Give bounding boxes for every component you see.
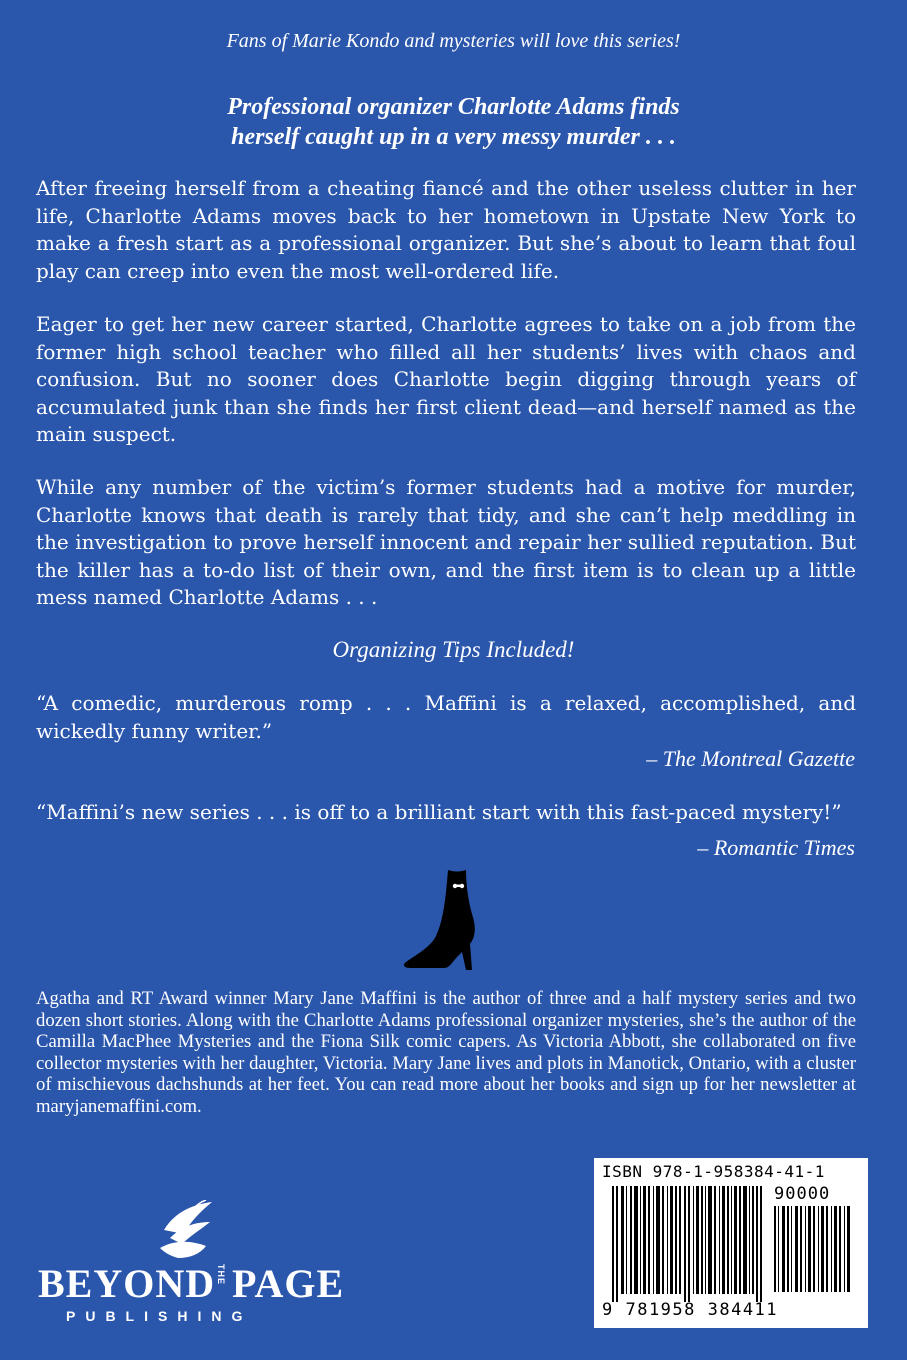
logo-word-the: THE (216, 1264, 226, 1285)
hook-line-2: herself caught up in a very messy murder . . . (231, 124, 676, 150)
synopsis-paragraph-2: Eager to get her new career started, Charlotte agrees to take on a job from the former high school teacher who filled all her students’ lives with chaos and confusion. But no sooner does Charlotte begin digging through years of accumulated junk than she finds her first client dead—and herself named as the main suspect. (36, 312, 856, 446)
review-quote-2: “Maffini’s new series . . . is off to a brilliant start with this fast-paced mystery!” (36, 800, 842, 824)
isbn-barcode (594, 1158, 868, 1328)
review-quote-1: “A comedic, murderous romp . . . Maffini is a relaxed, accomplished, and wickedly funny writer.” (36, 691, 856, 743)
ean-digits: 9 781958 384411 (602, 1300, 779, 1320)
publisher-logo (36, 1200, 346, 1330)
tagline: Fans of Marie Kondo and mysteries will love this series! (226, 30, 681, 52)
price-barcode-bars (774, 1206, 854, 1292)
isbn-number: ISBN 978-1-958384-41-1 (602, 1162, 825, 1181)
synopsis-paragraph-3: While any number of the victim’s former students had a motive for murder, Charlotte knows that death is rarely that tidy, and she can’t help meddling in the investigation to prove herself innocent and repair her sullied reputation. But the killer has a to-do list of their own, and the first item is to clean up a little mess named Charlotte Adams . . . (36, 475, 856, 609)
synopsis-paragraph-1: After freeing herself from a cheating fiancé and the other useless clutter in her life, Charlotte Adams moves back to her hometown in Upstate New York to make a fresh start as a professional organizer. But she’s about to learn that foul play can creep into even the most well-ordered life. (36, 176, 856, 283)
high-heel-boot-icon (396, 864, 506, 972)
logo-word-page: PAGE (232, 1261, 345, 1306)
hook-line-1: Professional organizer Charlotte Adams finds (227, 94, 680, 120)
butterfly-book-icon (156, 1200, 226, 1262)
organizing-tips-note: Organizing Tips Included! (332, 637, 575, 662)
review-source-1: – The Montreal Gazette (646, 746, 855, 771)
price-code: 90000 (774, 1184, 831, 1204)
logo-word-beyond: BEYOND (38, 1261, 216, 1306)
hook (0, 92, 907, 152)
ean-barcode-bars (612, 1186, 772, 1302)
review-source-2: – Romantic Times (697, 835, 855, 860)
author-bio: Agatha and RT Award winner Mary Jane Maffini is the author of three and a half mystery series and two dozen short stories. Along with the Charlotte Adams professional organizer mysteries, she’s the author of the Camilla MacPhee Mysteries and the Fiona Silk comic capers. As Victoria Abbott, she collaborated on five collector mysteries with her daughter, Victoria. Mary Jane lives and plots in Manotick, Ontario, with a cluster of mischievous dachshunds at her feet. You can read more about her books and sign up for her newsletter at maryjanemaffini.com. (36, 988, 856, 1117)
logo-word-publishing: PUBLISHING (66, 1308, 253, 1324)
